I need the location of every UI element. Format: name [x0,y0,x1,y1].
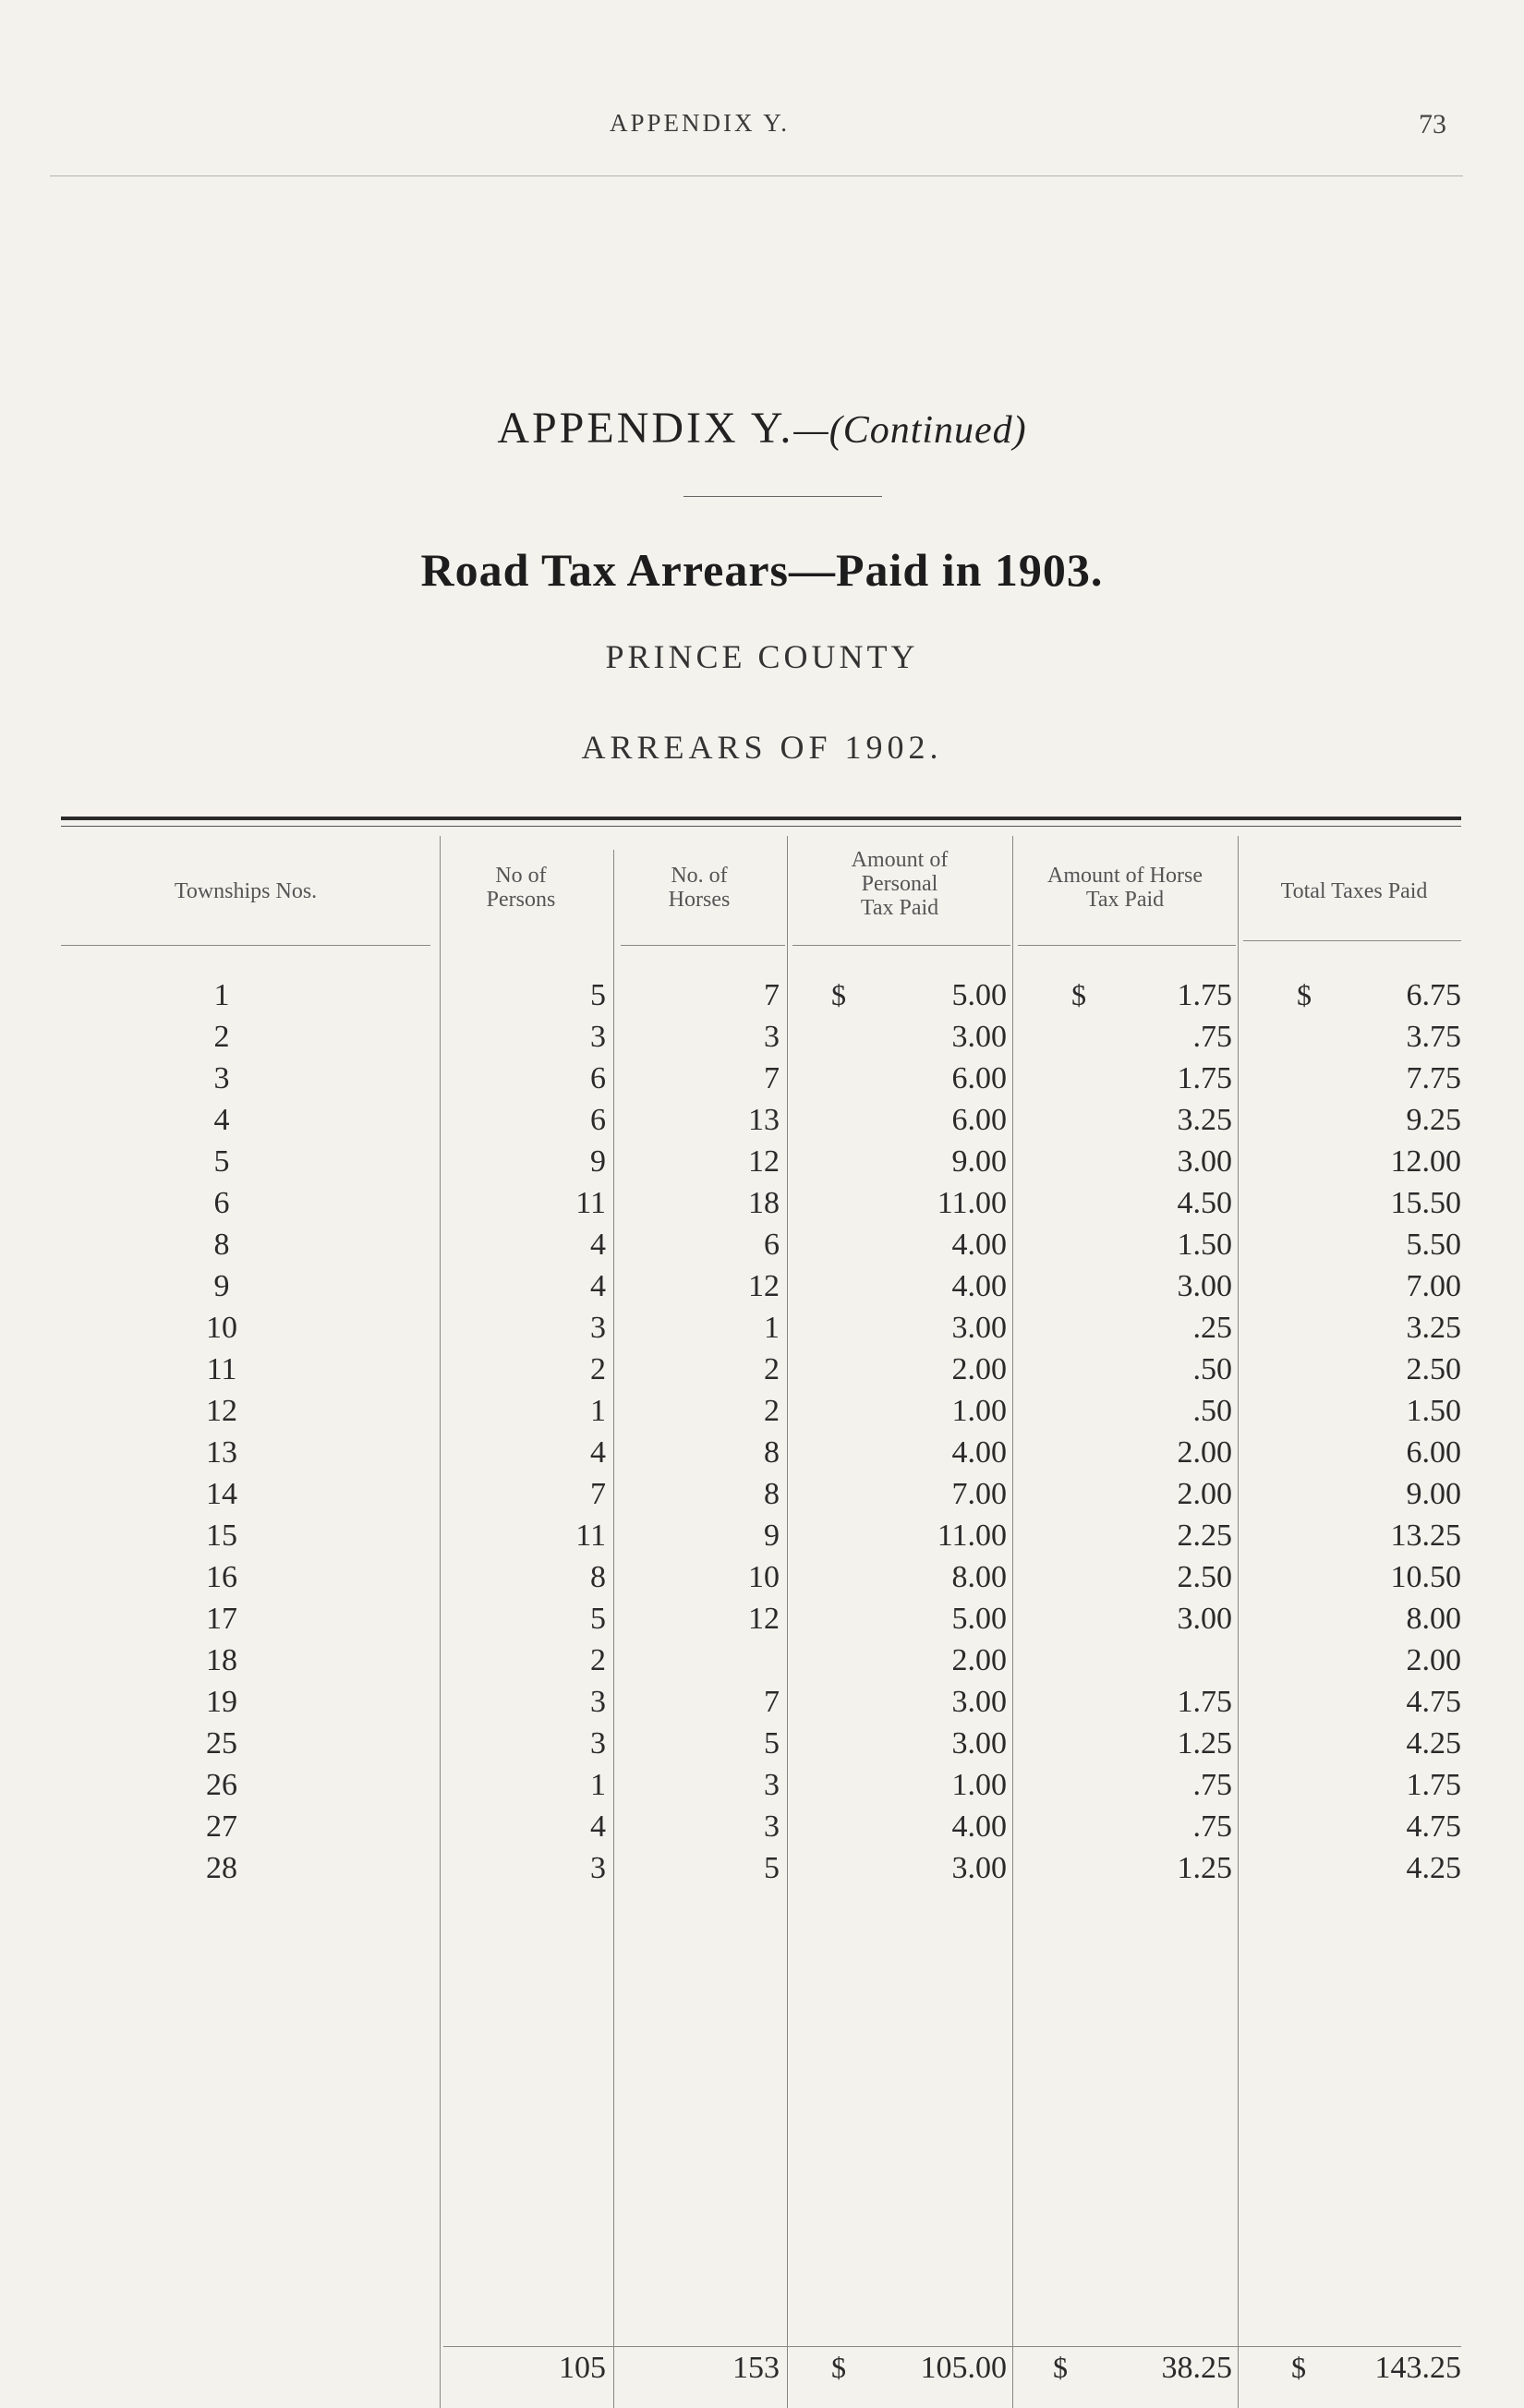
township-cell: 26 [206,1768,237,1802]
horses-cell: 13 [748,1103,780,1137]
header-personal-line2: Personal [861,872,938,896]
total-cell: 6.75 [1406,978,1461,1012]
horses-cell: 9 [764,1519,780,1553]
total-cell: 13.25 [1390,1519,1461,1553]
persons-cell: 8 [590,1560,606,1594]
header-rule-township [61,945,430,946]
horses-cell: 5 [764,1726,780,1761]
persons-cell: 11 [575,1519,606,1553]
col-divider-2 [613,850,614,2408]
personal-tax-cell: 6.00 [951,1103,1007,1137]
township-cell: 8 [213,1228,230,1262]
total-cell: 2.00 [1406,1643,1461,1677]
header-personal-line3: Tax Paid [860,896,939,920]
persons-cell: 2 [590,1352,606,1386]
header-rule-horse [1018,945,1236,946]
persons-cell: 1 [590,1394,606,1428]
horse-tax-cell: .75 [1192,1020,1232,1054]
total-horses: 153 [732,2351,780,2385]
horses-cell [617,1640,780,1681]
horses-cell: 2 [764,1394,780,1428]
page-number: 73 [1419,109,1446,139]
horse-tax-cell: .25 [1192,1311,1232,1345]
horses-cell: 7 [764,1685,780,1719]
horse-tax-cell: 2.50 [1177,1560,1232,1594]
total-cell: 15.50 [1390,1186,1461,1220]
county-name: PRINCE COUNTY [605,638,919,675]
township-cell: 18 [206,1643,237,1677]
personal-tax-cell: 3.00 [951,1020,1007,1054]
header-horses-line2: Horses [668,888,731,912]
persons-cell: 3 [590,1851,606,1885]
horses-cell: 1 [764,1311,780,1345]
horse-tax-cell: 4.50 [1177,1186,1232,1220]
persons-cell: 4 [590,1809,606,1844]
total-cell: 9.00 [1406,1477,1461,1511]
total-cell: 1.50 [1406,1394,1461,1428]
personal-tax-cell: 2.00 [951,1352,1007,1386]
total-cell: 5.50 [1406,1228,1461,1262]
personal-tax-cell: 3.00 [951,1726,1007,1761]
total-cell: 3.75 [1406,1020,1461,1054]
continued-label: —(Continued) [793,409,1027,452]
persons-cell: 4 [590,1435,606,1470]
total-cell: 1.75 [1406,1768,1461,1802]
personal-tax-cell: 3.00 [951,1311,1007,1345]
total-total-dollar: $ [1291,2351,1306,2384]
total-cell: 3.25 [1406,1311,1461,1345]
persons-cell: 5 [590,1602,606,1636]
header-persons [440,864,602,912]
header-total: Total Taxes Paid [1280,879,1428,903]
horse-tax-cell: 1.75 [1177,1685,1232,1719]
table-title: Road Tax Arrears—Paid in 1903. [420,544,1104,596]
header-personal-line1: Amount of [851,848,949,872]
horse-tax-cell: 2.25 [1177,1519,1232,1553]
township-cell: 9 [213,1269,230,1303]
horse-tax-cell: 3.00 [1177,1602,1232,1636]
total-cell: 4.75 [1406,1809,1461,1844]
horses-cell: 3 [764,1020,780,1054]
short-divider [683,496,882,497]
col-divider-4 [1012,836,1013,2408]
total-cell: 4.25 [1406,1851,1461,1885]
township-cell: 17 [206,1602,237,1636]
header-horse-line2: Tax Paid [1085,888,1165,912]
total-cell: 7.75 [1406,1061,1461,1095]
horses-cell: 10 [748,1560,780,1594]
personal-tax-cell: 8.00 [951,1560,1007,1594]
persons-cell: 6 [590,1061,606,1095]
arrears-year: ARREARS OF 1902. [581,729,943,766]
personal-tax-cell: 5.00 [951,1602,1007,1636]
personal-tax-cell: 4.00 [951,1269,1007,1303]
persons-cell: 6 [590,1103,606,1137]
table-top-rule-thin [61,826,1461,827]
total-personal-dollar: $ [831,2351,846,2384]
personal-tax-cell: 3.00 [951,1851,1007,1885]
header-rule-horses [621,945,785,946]
personal-tax-cell: 3.00 [951,1685,1007,1719]
horse-tax-cell: 3.00 [1177,1144,1232,1179]
township-cell: 5 [213,1144,230,1179]
header-rule [50,175,1463,176]
township-cell: 28 [206,1851,237,1885]
total-cell: 4.75 [1406,1685,1461,1719]
persons-cell: 2 [590,1643,606,1677]
horse-tax-cell: .75 [1192,1809,1232,1844]
persons-cell: 1 [590,1768,606,1802]
header-horse-tax [1014,864,1236,912]
total-cell: 12.00 [1390,1144,1461,1179]
township-cell: 13 [206,1435,237,1470]
personal-dollar: $ [831,978,846,1011]
horses-cell: 2 [764,1352,780,1386]
township-cell: 3 [213,1061,230,1095]
horse-tax-cell: 1.75 [1177,1061,1232,1095]
total-cell: 2.50 [1406,1352,1461,1386]
horse-tax-cell: 3.00 [1177,1269,1232,1303]
header-horses-line1: No. of [671,864,728,888]
col-divider-1 [440,836,441,2408]
running-head [0,109,1524,146]
total-cell: 7.00 [1406,1269,1461,1303]
horses-cell: 12 [748,1144,780,1179]
total-cell: 6.00 [1406,1435,1461,1470]
horse-tax-cell: 1.75 [1177,978,1232,1012]
personal-tax-cell: 11.00 [937,1519,1007,1553]
persons-cell: 11 [575,1186,606,1220]
total-cell: 8.00 [1406,1602,1461,1636]
appendix-title: APPENDIX Y. [497,404,794,453]
personal-tax-cell: 5.00 [951,978,1007,1012]
persons-cell: 4 [590,1228,606,1262]
township-cell: 10 [206,1311,237,1345]
horse-tax-cell: 1.25 [1177,1726,1232,1761]
personal-tax-cell: 4.00 [951,1809,1007,1844]
total-horse: 38.25 [1161,2351,1232,2385]
horses-cell: 8 [764,1435,780,1470]
header-townships: Townships Nos. [174,879,318,903]
personal-tax-cell: 1.00 [951,1768,1007,1802]
persons-cell: 5 [590,978,606,1012]
header-persons-line2: Persons [486,888,556,912]
horse-tax-cell: 1.50 [1177,1228,1232,1262]
personal-tax-cell: 2.00 [951,1643,1007,1677]
horses-cell: 7 [764,1061,780,1095]
personal-tax-cell: 7.00 [951,1477,1007,1511]
horses-cell: 3 [764,1809,780,1844]
township-cell: 6 [213,1186,230,1220]
horses-cell: 3 [764,1768,780,1802]
township-cell: 4 [213,1103,230,1137]
township-cell: 1 [213,978,230,1012]
horses-cell: 5 [764,1851,780,1885]
horse-tax-cell: .50 [1192,1394,1232,1428]
header-personal-tax [791,848,1009,920]
persons-cell: 3 [590,1311,606,1345]
header-horses [615,864,783,912]
header-horse-line1: Amount of Horse [1047,864,1203,888]
horses-cell: 18 [748,1186,780,1220]
total-cell: 4.25 [1406,1726,1461,1761]
personal-tax-cell: 1.00 [951,1394,1007,1428]
appendix-heading [0,403,1524,454]
township-cell: 2 [213,1020,230,1054]
total-horse-dollar: $ [1053,2351,1068,2384]
personal-tax-cell: 6.00 [951,1061,1007,1095]
horses-cell: 7 [764,978,780,1012]
horse-dollar: $ [1071,978,1086,1011]
persons-cell: 7 [590,1477,606,1511]
table-top-rule [61,817,1461,820]
total-persons: 105 [559,2351,606,2385]
persons-cell: 3 [590,1685,606,1719]
col-divider-3 [787,836,788,2408]
horses-cell: 6 [764,1228,780,1262]
township-cell: 14 [206,1477,237,1511]
header-rule-total [1243,940,1461,941]
header-persons-line1: No of [495,864,547,888]
personal-tax-cell: 11.00 [937,1186,1007,1220]
running-head-title: APPENDIX Y. [610,109,791,137]
persons-cell: 3 [590,1726,606,1761]
persons-cell: 9 [590,1144,606,1179]
horse-tax-cell: 2.00 [1177,1435,1232,1470]
total-personal: 105.00 [920,2351,1007,2385]
horse-tax-cell [1034,1640,1232,1681]
personal-tax-cell: 4.00 [951,1228,1007,1262]
total-dollar: $ [1297,978,1312,1011]
township-cell: 16 [206,1560,237,1594]
horse-tax-cell: .75 [1192,1768,1232,1802]
persons-cell: 4 [590,1269,606,1303]
col-divider-5 [1238,836,1239,2408]
township-cell: 11 [206,1352,237,1386]
persons-cell: 3 [590,1020,606,1054]
township-cell: 25 [206,1726,237,1761]
horses-cell: 8 [764,1477,780,1511]
header-rule-personal [792,945,1010,946]
personal-tax-cell: 9.00 [951,1144,1007,1179]
horse-tax-cell: 2.00 [1177,1477,1232,1511]
horse-tax-cell: 1.25 [1177,1851,1232,1885]
township-cell: 15 [206,1519,237,1553]
township-cell: 19 [206,1685,237,1719]
township-cell: 12 [206,1394,237,1428]
personal-tax-cell: 4.00 [951,1435,1007,1470]
total-cell: 9.25 [1406,1103,1461,1137]
total-total: 143.25 [1374,2351,1461,2385]
township-cell: 27 [206,1809,237,1844]
horses-cell: 12 [748,1602,780,1636]
horse-tax-cell: 3.25 [1177,1103,1232,1137]
total-cell: 10.50 [1390,1560,1461,1594]
horses-cell: 12 [748,1269,780,1303]
horse-tax-cell: .50 [1192,1352,1232,1386]
